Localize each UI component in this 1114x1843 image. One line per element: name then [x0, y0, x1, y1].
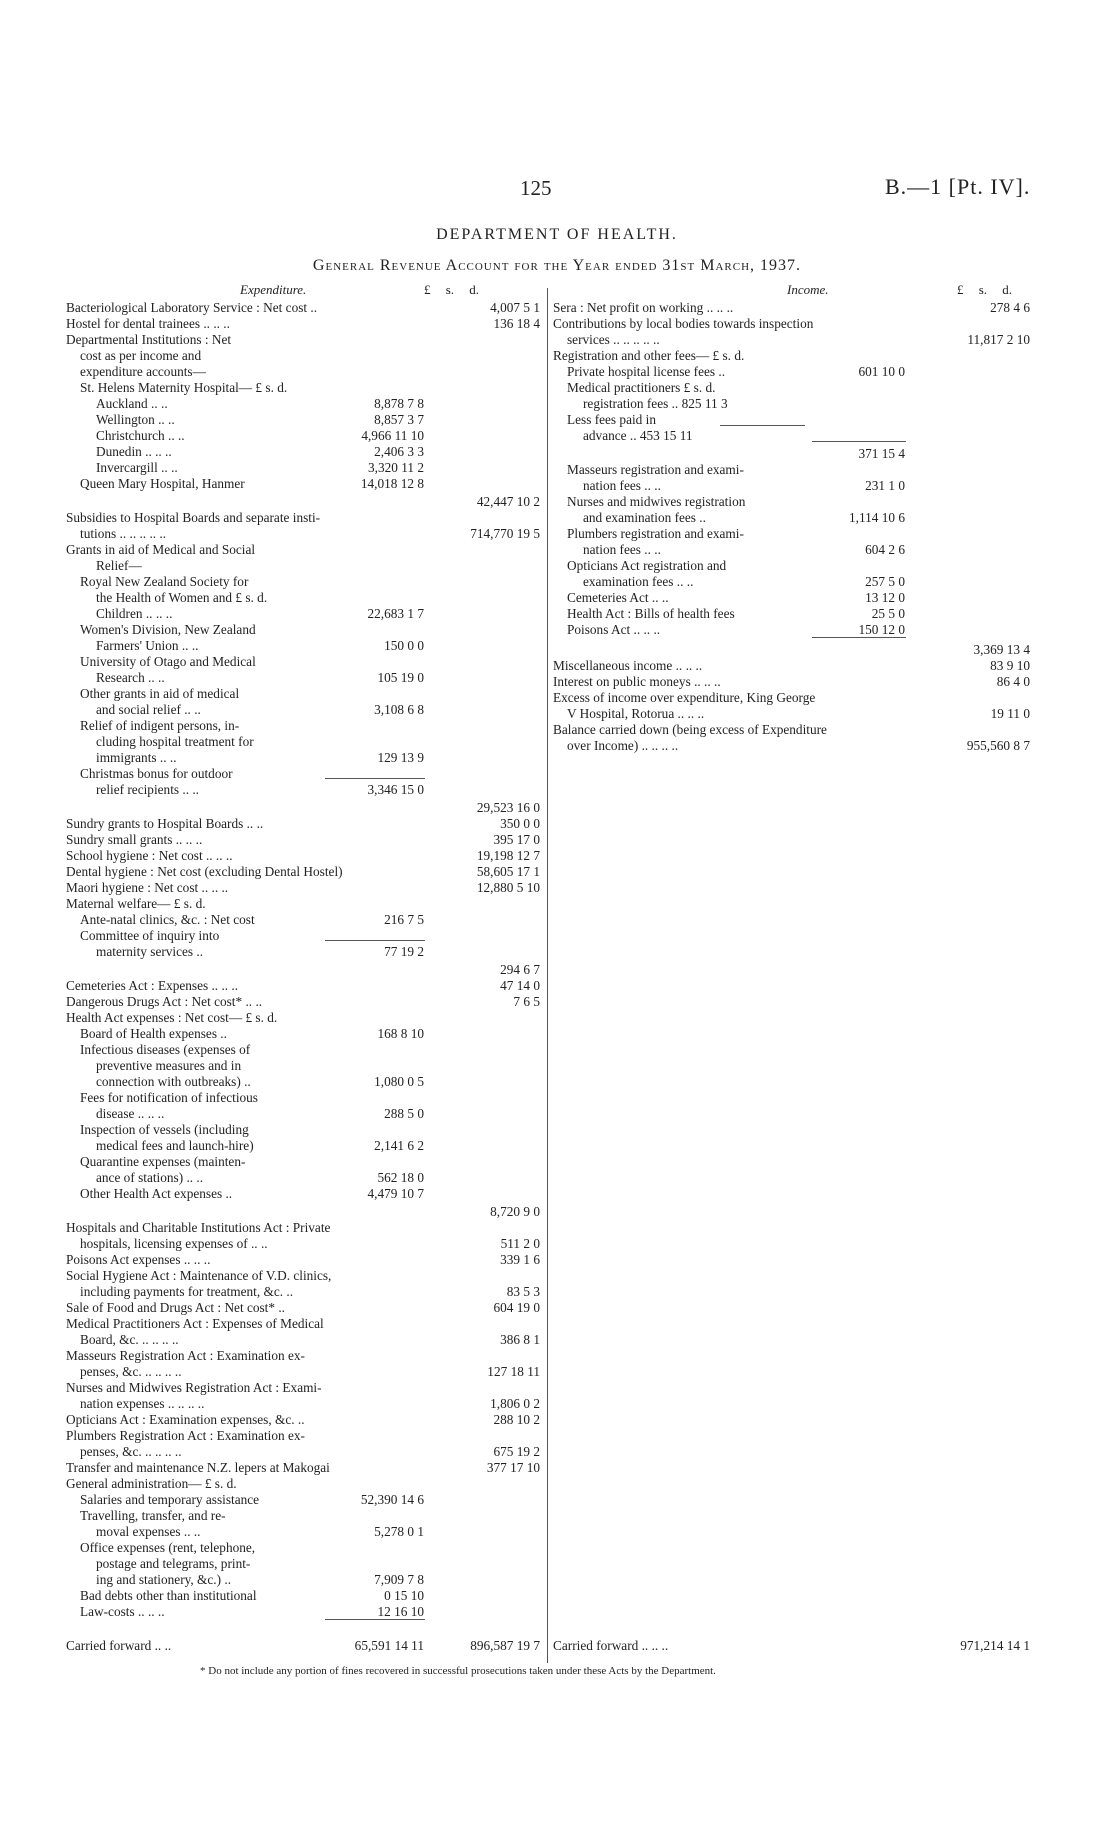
subtotal-rule [325, 778, 425, 779]
expenditure-sub-amount: 8,857 3 7 [374, 412, 424, 427]
expenditure-amount: 8,720 9 0 [490, 1204, 540, 1219]
income-item: services .. .. .. .. .. [567, 332, 660, 347]
expenditure-sub-amount: 3,108 6 8 [374, 702, 424, 717]
expenditure-item: Dental hygiene : Net cost (excluding Dental Hostel) [66, 864, 343, 879]
expenditure-item: Maternal welfare— £ s. d. [66, 896, 206, 911]
expenditure-item: preventive measures and in [96, 1058, 242, 1073]
expenditure-item: Board of Health expenses .. [80, 1026, 227, 1041]
subtotal-rule [325, 1619, 425, 1620]
expenditure-sub-amount: 105 19 0 [377, 670, 424, 685]
expenditure-sub-amount: 2,406 3 3 [374, 444, 424, 459]
expenditure-sub-amount: 52,390 14 6 [360, 1492, 424, 1507]
expenditure-amount: 386 8 1 [500, 1332, 540, 1347]
expenditure-item: connection with outbreaks) .. [96, 1074, 251, 1089]
expenditure-item: Sundry small grants .. .. .. [66, 832, 203, 847]
expenditure-item: Cemeteries Act : Expenses .. .. .. [66, 978, 239, 993]
income-item: Balance carried down (being excess of Expenditure [553, 722, 827, 737]
expenditure-item: Inspection of vessels (including [80, 1122, 249, 1137]
expenditure-sub-amount: 7,909 7 8 [374, 1572, 424, 1587]
expenditure-amount: 604 19 0 [493, 1300, 540, 1315]
expenditure-item: Opticians Act : Examination expenses, &c. .. [66, 1412, 305, 1427]
expenditure-item: Sale of Food and Drugs Act : Net cost* .. [66, 1300, 286, 1315]
income-amount: 971,214 14 1 [960, 1638, 1030, 1653]
expenditure-sub-amount: 8,878 7 8 [374, 396, 424, 411]
expenditure-item: Royal New Zealand Society for [80, 574, 249, 589]
expenditure-amount: 294 6 7 [500, 962, 540, 977]
income-sub-amount: 150 12 0 [858, 622, 905, 637]
expenditure-amount: 377 17 10 [486, 1460, 540, 1475]
expenditure-item: Subsidies to Hospital Boards and separate insti- [66, 510, 321, 525]
expenditure-item: Travelling, transfer, and re- [80, 1508, 226, 1523]
expenditure-amount: 675 19 2 [493, 1444, 540, 1459]
expenditure-heading: Expenditure. [240, 282, 307, 297]
expenditure-item: Wellington .. .. [96, 412, 175, 427]
expenditure-item: and social relief .. .. [96, 702, 201, 717]
expenditure-item: Salaries and temporary assistance [80, 1492, 260, 1507]
expenditure-item: Research .. .. [96, 670, 165, 685]
expenditure-item: Carried forward .. .. [66, 1638, 172, 1653]
expenditure-item: disease .. .. .. [96, 1106, 165, 1121]
expenditure-item: including payments for treatment, &c. .. [80, 1284, 294, 1299]
income-item: Health Act : Bills of health fees [567, 606, 735, 621]
income-sub-amount: 371 15 4 [858, 446, 905, 461]
income-amount: 955,560 8 7 [966, 738, 1030, 753]
expenditure-sub-amount: 2,141 6 2 [374, 1138, 424, 1153]
subtotal-rule [812, 637, 906, 638]
income-amount: 19 11 0 [990, 706, 1030, 721]
expenditure-sub-amount: 12 16 10 [377, 1604, 424, 1619]
expenditure-item: postage and telegrams, print- [96, 1556, 251, 1571]
expenditure-amount: 288 10 2 [493, 1412, 540, 1427]
expenditure-item: penses, &c. .. .. .. .. [80, 1364, 182, 1379]
expenditure-item: relief recipients .. .. [96, 782, 200, 797]
income-item: over Income) .. .. .. .. [567, 738, 679, 753]
account-title: General Revenue Account for the Year ended 31st March, 1937. [312, 257, 802, 274]
subtotal-rule [325, 940, 425, 941]
expenditure-sub-amount: 129 13 9 [377, 750, 424, 765]
expenditure-amount: 47 14 0 [500, 978, 540, 993]
expenditure-item: Office expenses (rent, telephone, [80, 1540, 256, 1555]
income-item: Contributions by local bodies towards inspection [553, 316, 814, 331]
expenditure-item: Social Hygiene Act : Maintenance of V.D. clinics, [66, 1268, 332, 1283]
expenditure-item: tutions .. .. .. .. .. [80, 526, 167, 541]
income-item: Sera : Net profit on working .. .. .. [553, 300, 734, 315]
expenditure-sub-amount: 562 18 0 [377, 1170, 424, 1185]
income-item: Carried forward .. .. .. [553, 1638, 669, 1653]
expenditure-item: Poisons Act expenses .. .. .. [66, 1252, 211, 1267]
income-item: Cemeteries Act .. .. [567, 590, 669, 605]
expenditure-item: Committee of inquiry into [80, 928, 220, 943]
expenditure-sub-amount: 3,320 11 2 [367, 460, 424, 475]
expenditure-item: School hygiene : Net cost .. .. .. [66, 848, 233, 863]
expenditure-item: Hospitals and Charitable Institutions Act : Private [66, 1220, 331, 1235]
expenditure-amount: 511 2 0 [500, 1236, 540, 1251]
expenditure-item: General administration— £ s. d. [66, 1476, 237, 1491]
income-item: Medical practitioners £ s. d. [567, 380, 716, 395]
expenditure-item: Nurses and Midwives Registration Act : Exami- [66, 1380, 322, 1395]
expenditure-item: Departmental Institutions : Net [66, 332, 232, 347]
expenditure-item: Ante-natal clinics, &c. : Net cost [80, 912, 255, 927]
expenditure-sub-amount: 150 0 0 [384, 638, 424, 653]
expenditure-item: Medical Practitioners Act : Expenses of Medical [66, 1316, 324, 1331]
expenditure-amount: 19,198 12 7 [476, 848, 540, 863]
expenditure-item: Christchurch .. .. [96, 428, 185, 443]
income-amount: 83 9 10 [990, 658, 1030, 673]
income-item: examination fees .. .. [583, 574, 694, 589]
expenditure-amount: 127 18 11 [487, 1364, 540, 1379]
expenditure-amount: 58,605 17 1 [476, 864, 540, 879]
income-item: Nurses and midwives registration [567, 494, 746, 509]
expenditure-item: Queen Mary Hospital, Hanmer [80, 476, 245, 491]
expenditure-currency-header: £ s. d. [424, 282, 480, 297]
expenditure-item: Farmers' Union .. .. [96, 638, 199, 653]
expenditure-amount: 29,523 16 0 [476, 800, 540, 815]
expenditure-item: Board, &c. .. .. .. .. [80, 1332, 179, 1347]
expenditure-item: Bacteriological Laboratory Service : Net cost .. [66, 300, 318, 315]
income-item: Poisons Act .. .. .. [567, 622, 661, 637]
income-amount: 86 4 0 [996, 674, 1030, 689]
expenditure-item: Invercargill .. .. [96, 460, 178, 475]
expenditure-sub-amount: 168 8 10 [377, 1026, 424, 1041]
expenditure-item: Transfer and maintenance N.Z. lepers at Makogai [66, 1460, 330, 1475]
income-item: Interest on public moneys .. .. .. [553, 674, 721, 689]
expenditure-item: Christmas bonus for outdoor [80, 766, 233, 781]
income-item: nation fees .. .. [583, 478, 661, 493]
income-sub-amount: 1,114 10 6 [848, 510, 905, 525]
income-item: Opticians Act registration and [567, 558, 727, 573]
income-item: Plumbers registration and exami- [567, 526, 744, 541]
expenditure-item: Bad debts other than institutional [80, 1588, 257, 1603]
document-reference: B.—1 [Pt. IV]. [885, 174, 1031, 199]
income-item: registration fees .. 825 11 3 [583, 396, 728, 411]
income-item: Registration and other fees— £ s. d. [553, 348, 745, 363]
footnote: * Do not include any portion of fines recovered in successful prosecutions taken under these Acts by the Department. [200, 1665, 716, 1677]
expenditure-amount: 350 0 0 [500, 816, 540, 831]
subtotal-rule [812, 441, 906, 442]
expenditure-amount: 42,447 10 2 [476, 494, 540, 509]
income-item: Miscellaneous income .. .. .. [553, 658, 703, 673]
income-item: advance .. 453 15 11 [583, 428, 693, 443]
subtotal-rule [720, 425, 805, 426]
income-sub-amount: 257 5 0 [865, 574, 905, 589]
income-item: V Hospital, Rotorua .. .. .. [567, 706, 705, 721]
expenditure-item: Auckland .. .. [96, 396, 168, 411]
expenditure-amount: 1,806 0 2 [490, 1396, 540, 1411]
expenditure-item: University of Otago and Medical [80, 654, 256, 669]
expenditure-sub-amount: 65,591 14 11 [354, 1638, 424, 1653]
income-item: and examination fees .. [583, 510, 706, 525]
expenditure-amount: 896,587 19 7 [470, 1638, 540, 1653]
income-sub-amount: 13 12 0 [865, 590, 905, 605]
income-currency-header: £ s. d. [957, 282, 1013, 297]
expenditure-item: Maori hygiene : Net cost .. .. .. [66, 880, 229, 895]
expenditure-item: St. Helens Maternity Hospital— £ s. d. [80, 380, 288, 395]
expenditure-item: Quarantine expenses (mainten- [80, 1154, 246, 1169]
expenditure-item: penses, &c. .. .. .. .. [80, 1444, 182, 1459]
expenditure-sub-amount: 14,018 12 8 [360, 476, 424, 491]
expenditure-sub-amount: 77 19 2 [384, 944, 424, 959]
income-item: nation fees .. .. [583, 542, 661, 557]
expenditure-sub-amount: 3,346 15 0 [367, 782, 424, 797]
expenditure-amount: 7 6 5 [513, 994, 540, 1009]
expenditure-amount: 395 17 0 [493, 832, 540, 847]
expenditure-item: Relief of indigent persons, in- [80, 718, 240, 733]
income-item: Private hospital license fees .. [567, 364, 726, 379]
expenditure-item: Infectious diseases (expenses of [80, 1042, 251, 1057]
expenditure-item: Other Health Act expenses .. [80, 1186, 233, 1201]
expenditure-item: ance of stations) .. .. [96, 1170, 204, 1185]
expenditure-item: immigrants .. .. [96, 750, 177, 765]
expenditure-item: Fees for notification of infectious [80, 1090, 258, 1105]
expenditure-item: Health Act expenses : Net cost— £ s. d. [66, 1010, 278, 1025]
income-sub-amount: 231 1 0 [865, 478, 905, 493]
income-amount: 11,817 2 10 [967, 332, 1030, 347]
expenditure-item: medical fees and launch-hire) [96, 1138, 254, 1153]
income-item: Less fees paid in [567, 412, 656, 427]
expenditure-sub-amount: 5,278 0 1 [374, 1524, 424, 1539]
expenditure-item: Dunedin .. .. .. [96, 444, 172, 459]
income-item: Excess of income over expenditure, King George [553, 690, 816, 705]
expenditure-item: Dangerous Drugs Act : Net cost* .. .. [66, 994, 263, 1009]
income-amount: 3,369 13 4 [973, 642, 1030, 657]
expenditure-item: Children .. .. .. [96, 606, 173, 621]
expenditure-item: expenditure accounts— [80, 364, 206, 379]
column-divider [547, 288, 548, 1663]
expenditure-item: Sundry grants to Hospital Boards .. .. [66, 816, 264, 831]
expenditure-item: Women's Division, New Zealand [80, 622, 256, 637]
expenditure-item: Grants in aid of Medical and Social [66, 542, 256, 557]
expenditure-amount: 4,007 5 1 [490, 300, 540, 315]
income-sub-amount: 601 10 0 [858, 364, 905, 379]
income-amount: 278 4 6 [990, 300, 1030, 315]
expenditure-sub-amount: 216 7 5 [384, 912, 424, 927]
expenditure-amount: 714,770 19 5 [470, 526, 540, 541]
expenditure-item: cluding hospital treatment for [96, 734, 254, 749]
expenditure-item: the Health of Women and £ s. d. [96, 590, 268, 605]
expenditure-sub-amount: 4,966 11 10 [361, 428, 424, 443]
page-number: 125 [520, 176, 552, 200]
expenditure-item: nation expenses .. .. .. .. [80, 1396, 205, 1411]
expenditure-amount: 136 18 4 [493, 316, 540, 331]
expenditure-item: ing and stationery, &c.) .. [96, 1572, 232, 1587]
income-heading: Income. [787, 282, 829, 297]
expenditure-item: moval expenses .. .. [96, 1524, 201, 1539]
expenditure-item: maternity services .. [96, 944, 204, 959]
income-sub-amount: 25 5 0 [871, 606, 905, 621]
income-sub-amount: 604 2 6 [865, 542, 905, 557]
expenditure-item: hospitals, licensing expenses of .. .. [80, 1236, 268, 1251]
expenditure-item: Other grants in aid of medical [80, 686, 240, 701]
expenditure-amount: 339 1 6 [500, 1252, 540, 1267]
expenditure-item: Hostel for dental trainees .. .. .. [66, 316, 230, 331]
expenditure-item: Law-costs .. .. .. [80, 1604, 165, 1619]
expenditure-sub-amount: 288 5 0 [384, 1106, 424, 1121]
expenditure-sub-amount: 4,479 10 7 [367, 1186, 424, 1201]
expenditure-item: Plumbers Registration Act : Examination ex- [66, 1428, 305, 1443]
expenditure-item: Masseurs Registration Act : Examination ex- [66, 1348, 305, 1363]
expenditure-sub-amount: 22,683 1 7 [367, 606, 424, 621]
expenditure-sub-amount: 0 15 10 [384, 1588, 424, 1603]
department-heading: DEPARTMENT OF HEALTH. [436, 226, 678, 243]
expenditure-item: Relief— [96, 558, 142, 573]
expenditure-sub-amount: 1,080 0 5 [374, 1074, 424, 1089]
expenditure-amount: 12,880 5 10 [476, 880, 540, 895]
expenditure-amount: 83 5 3 [506, 1284, 540, 1299]
expenditure-item: cost as per income and [80, 348, 202, 363]
income-item: Masseurs registration and exami- [567, 462, 744, 477]
